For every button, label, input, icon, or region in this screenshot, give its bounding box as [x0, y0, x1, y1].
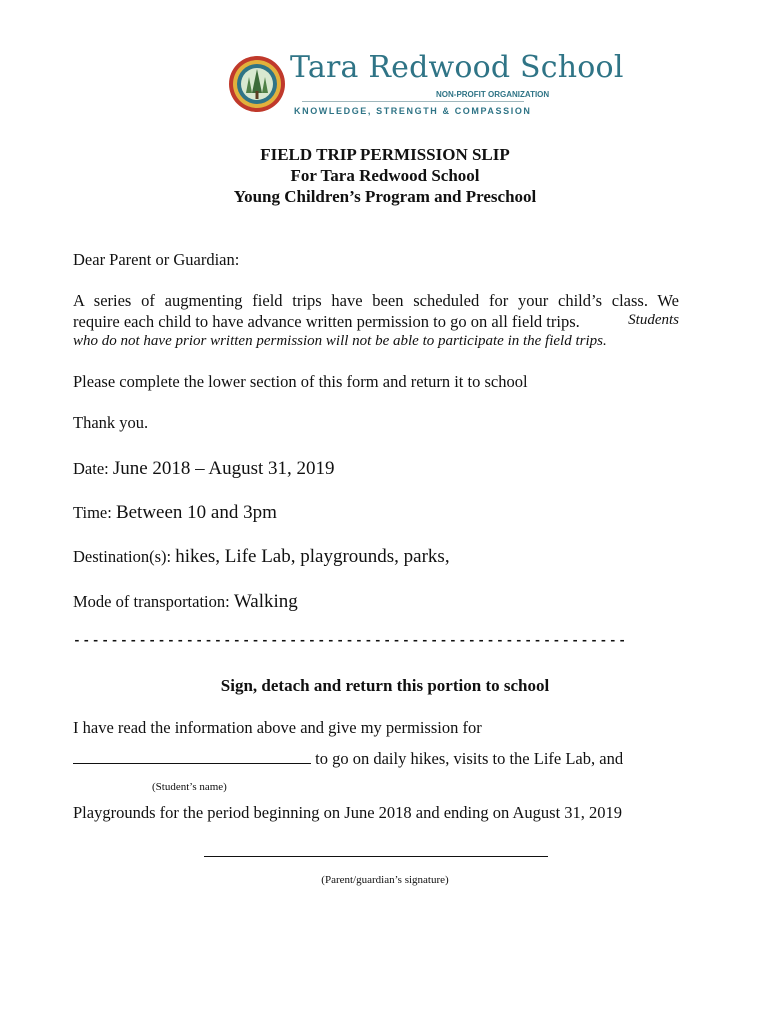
- signature-caption: (Parent/guardian’s signature): [321, 874, 449, 886]
- permission-line-2-text: to go on daily hikes, visits to the Life Lab, and: [311, 749, 624, 768]
- destination-label: Destination(s):: [73, 547, 172, 566]
- transport-row: [73, 591, 298, 613]
- paragraph-line-2-text: require each child to have advance written permission to go on all field trips.: [73, 312, 580, 331]
- transport-value: Walking: [233, 591, 298, 612]
- paragraph-line-3-italic: who do not have prior written permission will not be able to participate in the field trips.: [73, 333, 607, 349]
- date-label: Date:: [73, 459, 109, 478]
- time-row: [73, 502, 277, 524]
- logo-divider: [302, 101, 524, 102]
- time-value: Between 10 and 3pm: [115, 502, 277, 523]
- paragraph-line-2-italic: Students: [628, 312, 679, 328]
- permission-line-3: Playgrounds for the period beginning on June 2018 and ending on August 31, 2019: [73, 803, 623, 822]
- permission-line-2: [73, 749, 623, 769]
- transport-label: Mode of transportation:: [73, 592, 230, 611]
- date-value: June 2018 – August 31, 2019: [112, 458, 335, 479]
- student-name-caption: (Student’s name): [152, 781, 227, 793]
- logo-school-name: Tara Redwood School: [290, 50, 624, 85]
- instruction-text: Please complete the lower section of this form and return it to school: [73, 372, 528, 391]
- school-seal-logo: [228, 55, 286, 113]
- logo-tagline: KNOWLEDGE, STRENGTH & COMPASSION: [294, 106, 532, 116]
- paragraph-line-1: A series of augmenting field trips have been scheduled for your child’s class. We: [73, 291, 679, 310]
- date-row: [73, 458, 335, 480]
- detach-divider: -----------------------------------------------------------: [73, 633, 628, 648]
- time-label: Time:: [73, 503, 112, 522]
- destination-value: hikes, Life Lab, playgrounds, parks,: [175, 546, 450, 567]
- signature-field[interactable]: [204, 856, 548, 857]
- destination-row: [73, 546, 450, 568]
- document-title: FIELD TRIP PERMISSION SLIP: [260, 145, 510, 164]
- permission-line-1: I have read the information above and give my permission for: [73, 718, 482, 737]
- paragraph-line-2: [73, 312, 679, 332]
- slip-heading: Sign, detach and return this portion to school: [220, 676, 550, 695]
- logo-subtitle: NON-PROFIT ORGANIZATION: [436, 90, 550, 99]
- thank-you-text: Thank you.: [73, 413, 149, 432]
- document-subtitle-school: For Tara Redwood School: [290, 166, 480, 185]
- greeting: Dear Parent or Guardian:: [73, 250, 240, 269]
- student-name-field[interactable]: [73, 749, 311, 764]
- document-subtitle-program: Young Children’s Program and Preschool: [233, 187, 537, 206]
